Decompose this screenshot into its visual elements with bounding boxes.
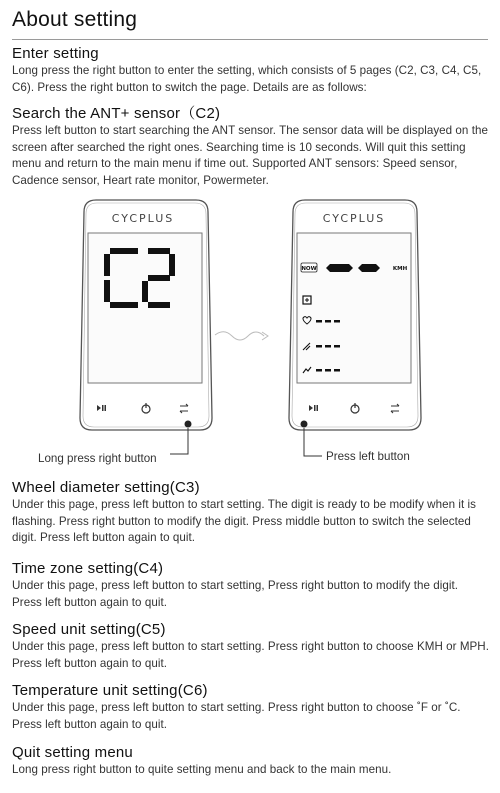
- right-button-dot[interactable]: [185, 421, 192, 428]
- section-heading: Time zone setting(C4): [12, 560, 164, 577]
- section-body: Press left button to start searching the ANT sensor. The sensor data will be displayed on the screen after searched the right ones. Searching time is 10 seconds. Will quit this setting menu and return to the main menu if time out. Supported ANT sensors: Speed sensor, Cadence sensor, Heart rate monitor, Powermeter.: [12, 124, 488, 187]
- section-heading: Search the ANT+ sensor（C2): [12, 105, 221, 122]
- title-divider: [12, 39, 488, 40]
- section-body: Long press the right button to enter the setting, which consists of 5 pages (C2, C3, C4, C5, C6). Press the right button to switch the page. Details are as follows:: [12, 64, 482, 94]
- section-heading: Quit setting menu: [12, 744, 133, 761]
- callout-line-left: [170, 428, 188, 454]
- page-title: About setting: [12, 8, 138, 31]
- unit-label: KMH: [392, 266, 408, 272]
- left-button-dot[interactable]: [301, 421, 308, 428]
- section-heading: Enter setting: [12, 45, 99, 62]
- device-illustration: [0, 190, 500, 475]
- speed-dash-segment: [326, 264, 353, 272]
- caption-long-press-right: Long press right button: [38, 452, 157, 465]
- section-body: Under this page, press left button to start setting. Press right button to choose KMH or MPH. Press left button again to quit.: [12, 640, 489, 670]
- section-time-zone: [12, 559, 490, 611]
- section-heading: Wheel diameter setting(C3): [12, 479, 200, 496]
- arrow-head-icon: [262, 332, 268, 340]
- section-heading: Temperature unit setting(C6): [12, 682, 208, 699]
- section-body: Long press right button to quite setting menu and back to the main menu.: [12, 763, 392, 776]
- left-device: [80, 200, 212, 454]
- section-wheel-diameter: [12, 478, 490, 547]
- section-speed-unit: [12, 620, 490, 672]
- section-enter-setting: [12, 44, 490, 96]
- now-badge: NOW: [301, 266, 317, 272]
- caption-press-left: Press left button: [326, 450, 410, 463]
- right-device: [289, 200, 421, 456]
- brand-logo: CYCPLUS: [111, 212, 175, 225]
- section-heading: Speed unit setting(C5): [12, 621, 166, 638]
- section-temperature-unit: [12, 681, 490, 733]
- section-body: Under this page, press left button to start setting. The digit is ready to be modify when it is flashing. Press right button to modify the digit. Press middle button to switch the selected digit. Press left button again to quit.: [12, 498, 477, 544]
- brand-logo: CYCPLUS: [322, 212, 386, 225]
- speed-dash-segment: [358, 264, 380, 272]
- section-body: Under this page, press left button to start setting, Press right button to modify the digit. Press left button again to quit.: [12, 579, 459, 609]
- section-quit-setting: [12, 743, 490, 779]
- device-screen: [297, 233, 411, 383]
- callout-line-right: [304, 428, 322, 456]
- section-body: Under this page, press left button to start setting. Press right button to choose ˚F or ˚C. Press left button again to quit.: [12, 701, 461, 731]
- section-search-ant-sensor: [12, 104, 490, 189]
- transition-wave-icon: [215, 332, 264, 340]
